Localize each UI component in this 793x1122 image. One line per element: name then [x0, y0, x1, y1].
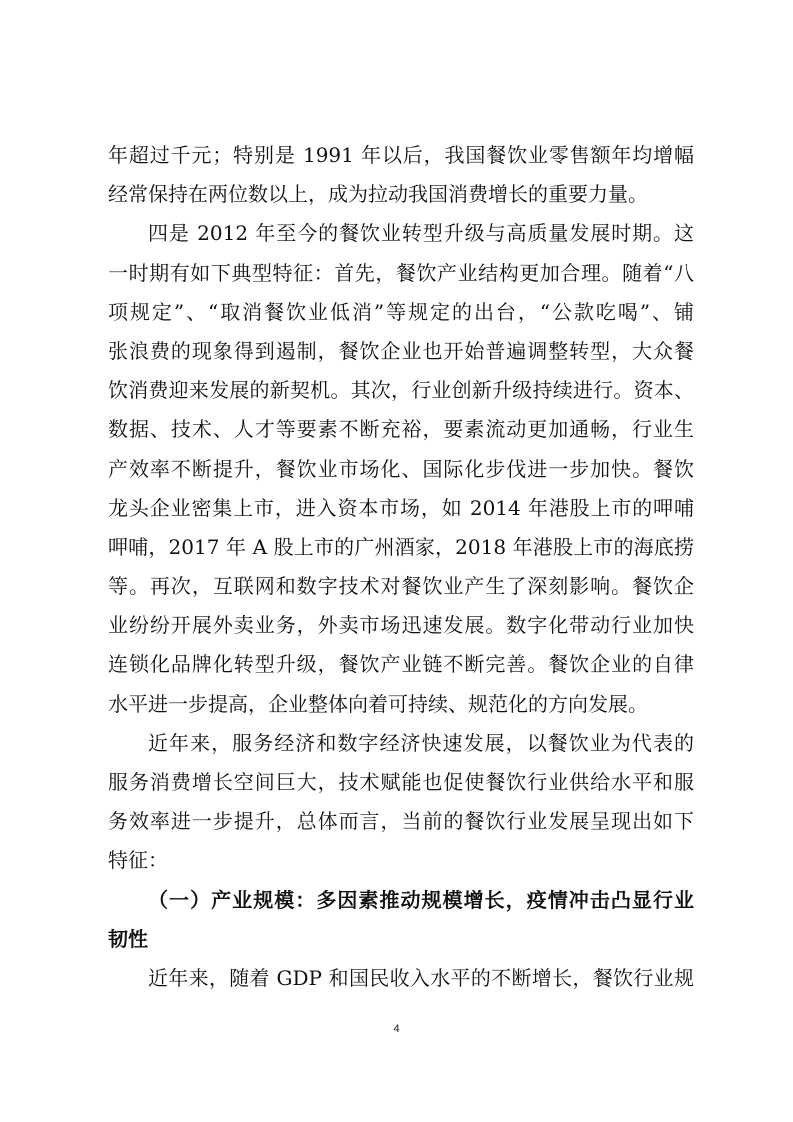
- text-line: 服务消费增长空间巨大，技术赋能也促使餐饮行业供给水平和服: [108, 770, 694, 794]
- text-line: 项规定”、“取消餐饮业低消”等规定的出台，“公款吃喝”、铺: [108, 299, 694, 324]
- text-line: 务效率进一步提升，总体而言，当前的餐饮行业发展呈现出如下: [108, 809, 694, 834]
- text-line: 年超过千元；特别是 1991 年以后，我国餐饮业零售额年均增幅: [108, 143, 694, 167]
- text-line: 特征：: [108, 848, 168, 873]
- section-heading: （一）产业规模：多因素推动规模增长，疫情冲击凸显行业: [148, 887, 694, 912]
- text-line: 饮消费迎来发展的新契机。其次，行业创新升级持续进行。资本、: [108, 378, 694, 403]
- body-text: [108, 136, 694, 998]
- page-number: 4: [393, 1023, 400, 1035]
- text-line: 经常保持在两位数以上，成为拉动我国消费增长的重要力量。: [108, 182, 648, 207]
- text-line: 等。再次，互联网和数字技术对餐饮业产生了深刻影响。餐饮企: [108, 574, 694, 599]
- section-heading-continued: 韧性: [108, 926, 148, 951]
- paragraph-first-line: 近年来，服务经济和数字经济快速发展，以餐饮业为代表的: [148, 730, 694, 755]
- text-line: 一时期有如下典型特征：首先，餐饮产业结构更加合理。随着“八: [108, 260, 694, 285]
- paragraph-first-line: 四是 2012 年至今的餐饮业转型升级与高质量发展时期。这: [148, 221, 694, 246]
- text-line: 产效率不断提升，餐饮业市场化、国际化步伐进一步加快。餐饮: [108, 456, 694, 481]
- text-line: 数据、技术、人才等要素不断充裕，要素流动更加通畅，行业生: [108, 417, 694, 442]
- text-line: 业纷纷开展外卖业务，外卖市场迅速发展。数字化带动行业加快: [108, 613, 694, 638]
- text-line: 龙头企业密集上市，进入资本市场，如 2014 年港股上市的呷哺: [108, 495, 694, 520]
- text-line: 张浪费的现象得到遏制，餐饮企业也开始普遍调整转型，大众餐: [108, 338, 694, 363]
- text-line: 连锁化品牌化转型升级，餐饮产业链不断完善。餐饮企业的自律: [108, 652, 694, 677]
- text-line: 呷哺，2017 年 A 股上市的广州酒家，2018 年港股上市的海底捞: [108, 534, 694, 559]
- paragraph-first-line: 近年来，随着 GDP 和国民收入水平的不断增长，餐饮行业规: [148, 965, 694, 990]
- text-line: 水平进一步提高，企业整体向着可持续、规范化的方向发展。: [108, 691, 648, 716]
